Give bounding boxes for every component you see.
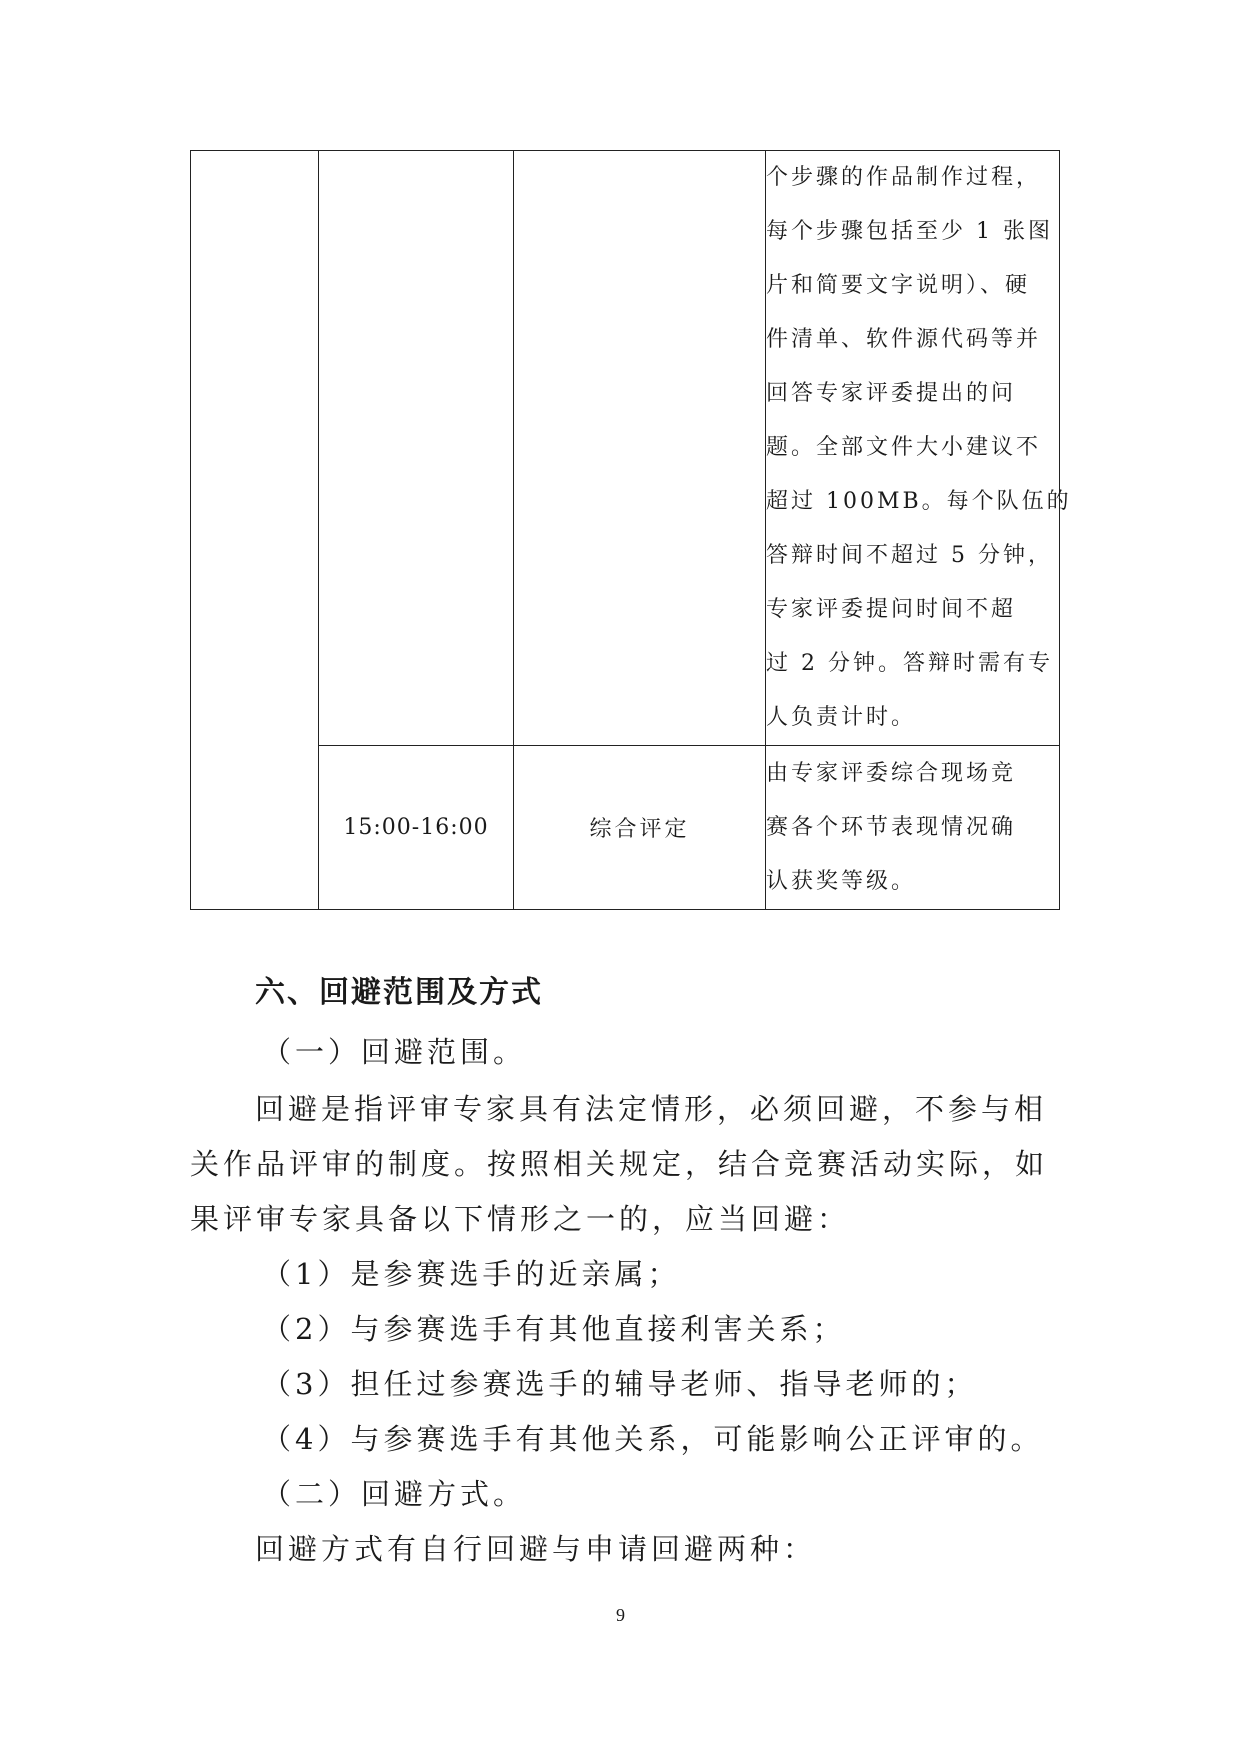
- description-line: 专家评委提问时间不超: [766, 597, 1017, 622]
- table-cell-time: [319, 746, 514, 910]
- paragraph-line: 关作品评审的制度。按照相关规定，结合竞赛活动实际，如: [190, 1147, 1049, 1181]
- table-row: [191, 746, 1060, 910]
- table-cell-activity: [514, 746, 766, 910]
- description-line: 件清单、软件源代码等并: [766, 327, 1042, 352]
- table-row: [191, 151, 1060, 746]
- description-line: 题。全部文件大小建议不: [766, 435, 1042, 460]
- page-number: 9: [616, 1605, 625, 1625]
- description-line: 过 2 分钟。答辩时需有专: [766, 651, 1053, 676]
- subsection-title: （二）回避方式。: [262, 1477, 527, 1511]
- time-range: 15:00-16:00: [343, 815, 489, 840]
- description-line: 认获奖等级。: [766, 868, 917, 894]
- table-cell-description: [766, 151, 1072, 746]
- table-cell-time: [319, 151, 514, 746]
- description-line: 赛各个环节表现情况确: [766, 814, 1017, 840]
- list-item: （4）与参赛选手有其他关系，可能影响公正评审的。: [262, 1422, 1044, 1456]
- description-line: 超过 100MB。每个队伍的: [766, 489, 1072, 514]
- table-cell-empty: [191, 151, 319, 910]
- description-line: 每个步骤包括至少 1 张图: [766, 219, 1053, 244]
- paragraph-line: 回避是指评审专家具有法定情形，必须回避，不参与相: [255, 1092, 1048, 1126]
- list-item: （3）担任过参赛选手的辅导老师、指导老师的；: [262, 1367, 978, 1401]
- description-line: 个步骤的作品制作过程，: [766, 165, 1042, 190]
- paragraph-line: 回避方式有自行回避与申请回避两种：: [255, 1532, 817, 1566]
- description-line: 人负责计时。: [766, 705, 917, 730]
- paragraph-line: 果评审专家具备以下情形之一的，应当回避：: [190, 1202, 851, 1236]
- section-heading: 六、回避范围及方式: [255, 975, 543, 1010]
- description-line: 回答专家评委提出的问: [766, 381, 1017, 406]
- list-item: （1）是参赛选手的近亲属；: [262, 1257, 681, 1291]
- table-cell-activity: [514, 151, 766, 746]
- subsection-title: （一）回避范围。: [262, 1035, 527, 1069]
- description-line: 片和简要文字说明）、硬: [766, 273, 1031, 298]
- table-cell-description: [766, 746, 1060, 910]
- schedule-table: [190, 150, 1072, 910]
- description-line: 由专家评委综合现场竞: [766, 760, 1017, 786]
- list-item: （2）与参赛选手有其他直接利害关系；: [262, 1312, 846, 1346]
- activity-label: 综合评定: [589, 817, 690, 842]
- description-line: 答辩时间不超过 5 分钟，: [766, 543, 1053, 568]
